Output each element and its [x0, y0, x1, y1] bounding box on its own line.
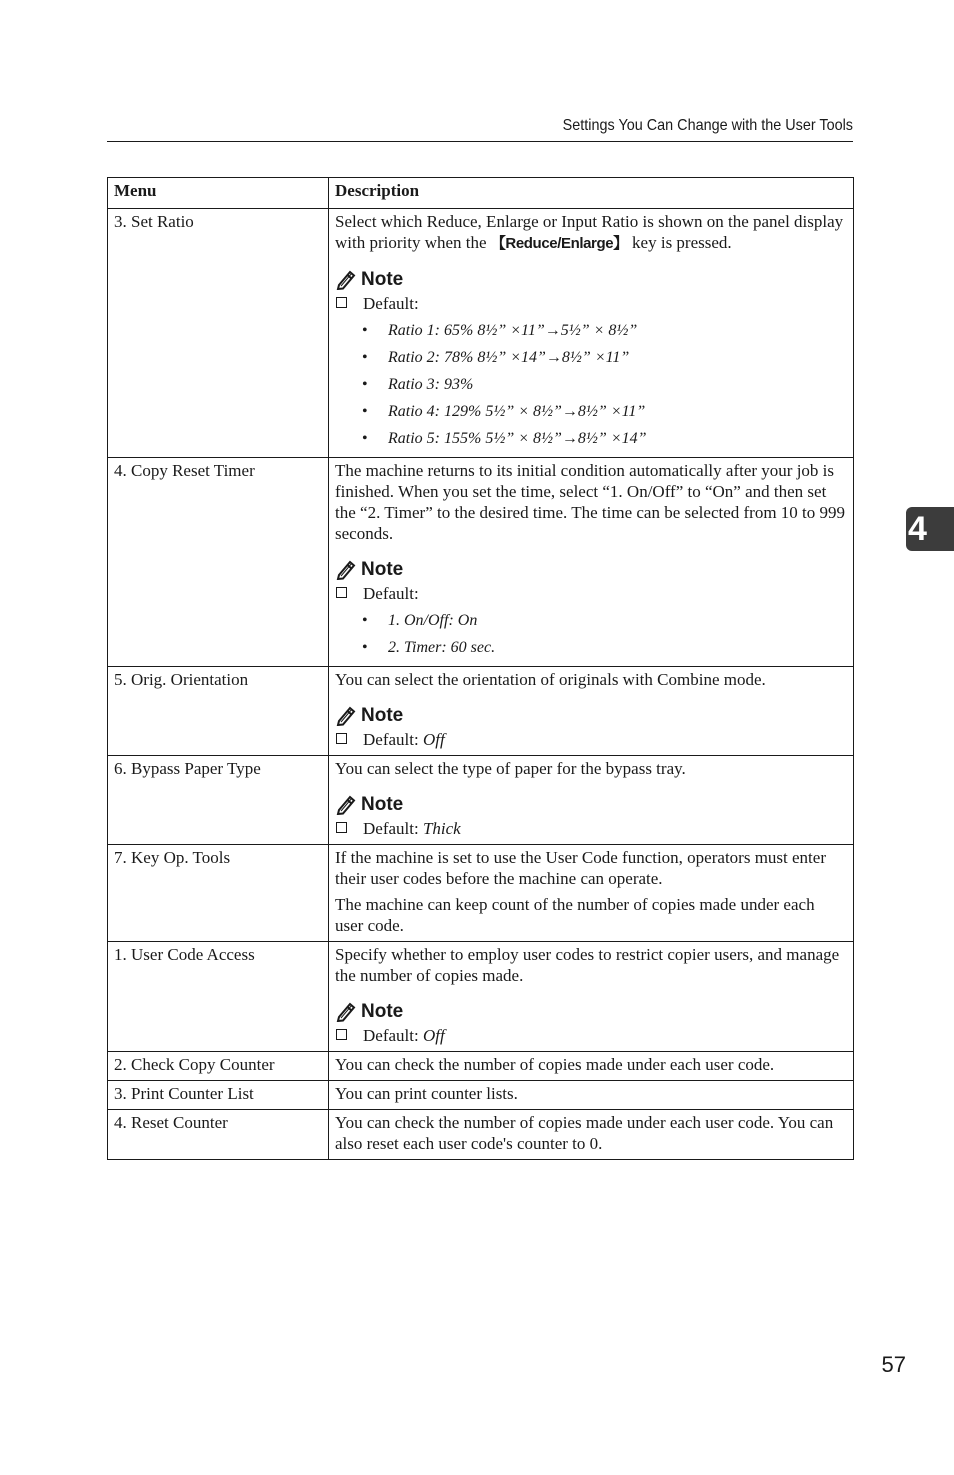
menu-cell: 3. Print Counter List: [108, 1081, 329, 1110]
default-line: [335, 1025, 847, 1046]
defaults-list: [335, 607, 847, 661]
menu-cell: 6. Bypass Paper Type: [108, 756, 329, 845]
description-text: If the machine is set to use the User Code function, operators must enter their user codes before the machine can operate.: [335, 848, 826, 888]
note-heading: [335, 791, 847, 817]
menu-column-header: Menu: [108, 178, 329, 209]
checkbox-icon: [336, 587, 347, 598]
menu-cell: 1. User Code Access: [108, 942, 329, 1052]
menu-cell: 4. Copy Reset Timer: [108, 458, 329, 667]
table-row: [108, 1110, 854, 1160]
note-label: Note: [361, 268, 404, 290]
description-cell: [329, 1081, 854, 1110]
description-text: You can select the orientation of originals with Combine mode.: [335, 670, 766, 689]
pencil-note-icon: [335, 558, 357, 580]
note-heading: [335, 556, 847, 582]
table-row: [108, 458, 854, 667]
note-label: Note: [361, 558, 404, 580]
list-item: • Ratio 3: 93%: [335, 371, 847, 398]
note-label: Note: [361, 1000, 404, 1022]
settings-table: [107, 177, 854, 1160]
default-label: Default:: [363, 584, 419, 603]
table-row: [108, 209, 854, 458]
default-value: Off: [422, 730, 445, 749]
note-heading: [335, 702, 847, 728]
checkbox-icon: [336, 822, 347, 833]
pencil-note-icon: [335, 793, 357, 815]
pencil-note-icon: [335, 704, 357, 726]
description-text: The machine can keep count of the number of copies made under each user code.: [335, 895, 815, 935]
running-header: Settings You Can Change with the User Tools: [562, 117, 853, 134]
note-heading: [335, 266, 847, 292]
chapter-tab: 4: [906, 507, 954, 551]
description-text: You can print counter lists.: [335, 1084, 518, 1103]
description-cell: [329, 942, 854, 1052]
description-cell: [329, 1110, 854, 1160]
description-text: [335, 211, 847, 254]
description-text: Specify whether to employ user codes to restrict copier users, and manage the number of copies made.: [335, 945, 840, 985]
table-row: [108, 1081, 854, 1110]
description-text: You can select the type of paper for the bypass tray.: [335, 759, 686, 778]
description-cell: [329, 756, 854, 845]
table-row: [108, 942, 854, 1052]
default-label: Default:: [363, 1026, 419, 1045]
checkbox-icon: [336, 733, 347, 744]
default-line: [335, 293, 847, 314]
table-row: [108, 756, 854, 845]
key-name: 【Reduce/Enlarge】: [490, 235, 628, 252]
description-text: You can check the number of copies made under each user code. You can also reset each user code's counter to 0.: [335, 1113, 834, 1153]
menu-cell: 4. Reset Counter: [108, 1110, 329, 1160]
page-number: 57: [881, 1352, 906, 1377]
menu-cell: 2. Check Copy Counter: [108, 1052, 329, 1081]
ratio-list: [335, 317, 847, 452]
menu-cell: 5. Orig. Orientation: [108, 667, 329, 756]
note-label: Note: [361, 704, 404, 726]
default-line: [335, 583, 847, 604]
menu-cell: 3. Set Ratio: [108, 209, 329, 458]
table-row: [108, 667, 854, 756]
default-value: Off: [422, 1026, 445, 1045]
description-cell: [329, 845, 854, 942]
list-item: • 1. On/Off: On: [335, 607, 847, 634]
pencil-note-icon: [335, 1000, 357, 1022]
list-item: • Ratio 1: 65% 8½” ×11”→5½” × 8½”: [335, 317, 847, 344]
default-value: Thick: [422, 819, 461, 838]
description-text: You can check the number of copies made under each user code.: [335, 1055, 775, 1074]
default-label: Default:: [363, 819, 419, 838]
description-cell: [329, 667, 854, 756]
default-line: [335, 818, 847, 839]
list-item: • Ratio 5: 155% 5½” × 8½”→8½” ×14”: [335, 425, 847, 452]
description-text-part: key is pressed.: [627, 233, 732, 252]
description-text: The machine returns to its initial condition automatically after your job is finished. When you set the time, select “1. On/Off” to “On” and then set the “2. Timer” to the desired time. The time can be selected from 10 to 999 seconds.: [335, 461, 846, 543]
header-rule: [107, 141, 853, 142]
default-label: Default:: [363, 730, 419, 749]
checkbox-icon: [336, 1029, 347, 1040]
menu-cell: 7. Key Op. Tools: [108, 845, 329, 942]
description-cell: [329, 209, 854, 458]
default-label: Default:: [363, 294, 419, 313]
pencil-note-icon: [335, 268, 357, 290]
description-cell: [329, 1052, 854, 1081]
description-text-part: Select which Reduce, Enlarge or Input Ratio is shown on the panel display with priority when the: [335, 212, 844, 252]
note-label: Note: [361, 793, 404, 815]
default-line: [335, 729, 847, 750]
list-item: • Ratio 4: 129% 5½” × 8½”→8½” ×11”: [335, 398, 847, 425]
checkbox-icon: [336, 297, 347, 308]
list-item: • 2. Timer: 60 sec.: [335, 634, 847, 661]
list-item: • Ratio 2: 78% 8½” ×14”→8½” ×11”: [335, 344, 847, 371]
note-heading: [335, 998, 847, 1024]
table-row: [108, 1052, 854, 1081]
table-row: [108, 845, 854, 942]
description-column-header: Description: [329, 178, 854, 209]
description-cell: [329, 458, 854, 667]
table-header-row: [108, 178, 854, 209]
